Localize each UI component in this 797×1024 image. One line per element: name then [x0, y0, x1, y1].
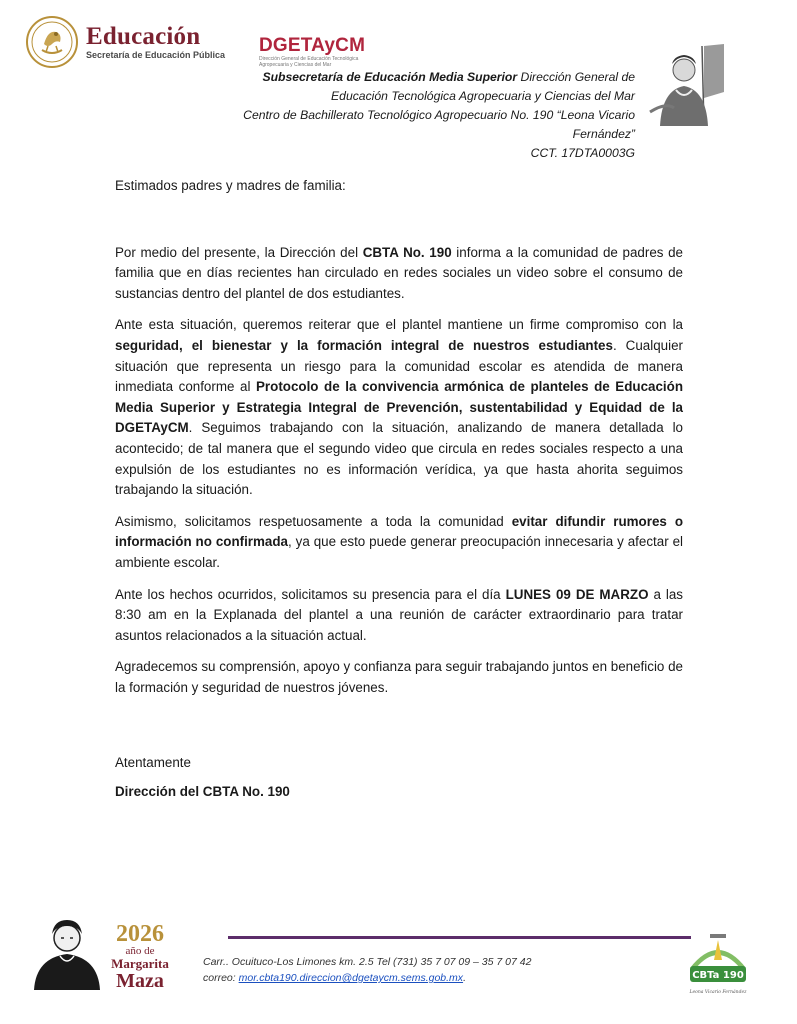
margarita-maza-portrait-icon: [28, 914, 106, 990]
salutation: Estimados padres y madres de familia:: [115, 178, 346, 193]
email-label: correo:: [203, 972, 239, 984]
footer-divider: [228, 936, 691, 939]
paragraph-4: [115, 585, 683, 647]
email-link[interactable]: mor.cbta190.direccion@dgetaycm.sems.gob.mx: [238, 972, 464, 984]
text-run-4: . Seguimos trabajando con la situación, analizando de manera detallada lo acontecido; de tal manera que el segundo video que circula en redes sociales respecto a una expulsión de los estudiantes no es información verídica, ya que hasta ahorita seguimos trabajando la situación.: [115, 420, 683, 498]
paragraph-5: [115, 657, 683, 698]
sep-subtitle: Secretaría de Educación Pública: [86, 49, 226, 60]
year-number: 2026: [116, 921, 164, 947]
bold-run-1: CBTA No. 190: [362, 244, 452, 260]
year-name-last: Maza: [116, 970, 164, 992]
inst-line1-rest: Dirección General de: [517, 70, 635, 84]
inst-cct: CCT. 17DTA0003G: [530, 146, 635, 160]
bold-run-1: evitar difundir rumores o información no confirmada: [115, 513, 683, 550]
leona-vicario-portrait-icon: [646, 42, 726, 126]
text-run-2: , ya que esto puede generar preocupación innecesaria y afectar el ambiente escolar.: [115, 534, 683, 570]
bold-run-3: Protocolo de la convivencia armónica de planteles de Educación Media Superior y Estrategia Integral de Prevención, sustentabilidad y Equidad de la DGETAyCM: [115, 379, 683, 436]
text-run-0: Ante los hechos ocurridos, solicitamos su presencia para el día: [115, 586, 506, 602]
sep-title: Educación: [86, 22, 201, 50]
paragraph-2: [115, 315, 683, 500]
inst-line4: Fernández”: [572, 127, 635, 141]
cbta-190-logo-icon: [676, 930, 760, 1000]
signature: Dirección del CBTA No. 190: [115, 784, 290, 799]
text-run-2: . Cualquier situación que representa un riesgo para la comunidad escolar es atendida de manera inmediata conforme al: [115, 337, 683, 395]
inst-line2: Educación Tecnológica Agropecuaria y Ciencias del Mar: [331, 89, 635, 103]
bold-run-1: LUNES 09 DE MARZO: [505, 586, 649, 602]
paragraph-1: [115, 243, 683, 305]
dgetaycm-subtitle: Dirección General de Educación Tecnológica Agropecuaria y Ciencias del Mar: [259, 56, 359, 68]
inst-line3: Centro de Bachillerato Tecnológico Agropecuario No. 190 “Leona Vicario: [243, 108, 635, 122]
mexican-eagle-seal-icon: [26, 16, 78, 68]
paragraph-3: [115, 512, 683, 574]
letter-body: [115, 176, 683, 709]
text-run-0: Ante esta situación, queremos reiterar que el plantel mantiene un firme compromiso con la: [115, 317, 683, 333]
footer-address: Carr.. Ocuituco-Los Limones km. 2.5 Tel (731) 35 7 07 09 – 35 7 07 42: [203, 956, 532, 968]
bold-run-1: seguridad, el bienestar y la formación integral de nuestros estudiantes: [115, 337, 613, 353]
inst-subsecretaria: Subsecretaría de Educación Media Superior: [262, 70, 518, 84]
sep-logo: [26, 16, 225, 68]
cbta-logo-text: CBTa 190: [692, 970, 744, 981]
email-suffix: .: [463, 972, 466, 984]
year-name-first: Margarita: [111, 956, 169, 971]
dgetaycm-logo: [259, 36, 379, 68]
year-block: [107, 922, 173, 991]
year-de: año de: [125, 945, 155, 957]
cbta-logo-subtext: Leona Vicario Fernández: [689, 990, 747, 995]
text-run-0: Por medio del presente, la Dirección del: [115, 244, 363, 260]
text-run-0: Agradecemos su comprensión, apoyo y confianza para seguir trabajando juntos en beneficio de la formación y seguridad de nuestros jóvenes.: [115, 659, 683, 695]
text-run-2: a las 8:30 am en la Explanada del plantel a una reunión de carácter extraordinario para tratar asuntos relacionados a la situación actual.: [115, 586, 684, 643]
text-run-0: Asimismo, solicitamos respetuosamente a toda la comunidad: [115, 513, 512, 529]
closing: Atentamente: [115, 755, 191, 770]
footer-email: [203, 970, 466, 986]
dgetaycm-title: DGETAyCM: [259, 35, 366, 56]
institution-header: [205, 68, 635, 163]
text-run-2: informa a la comunidad de padres de familia que en días recientes han circulado en redes sociales un video sobre el consumo de sustancias dentro del plantel de dos estudiantes.: [115, 244, 684, 301]
